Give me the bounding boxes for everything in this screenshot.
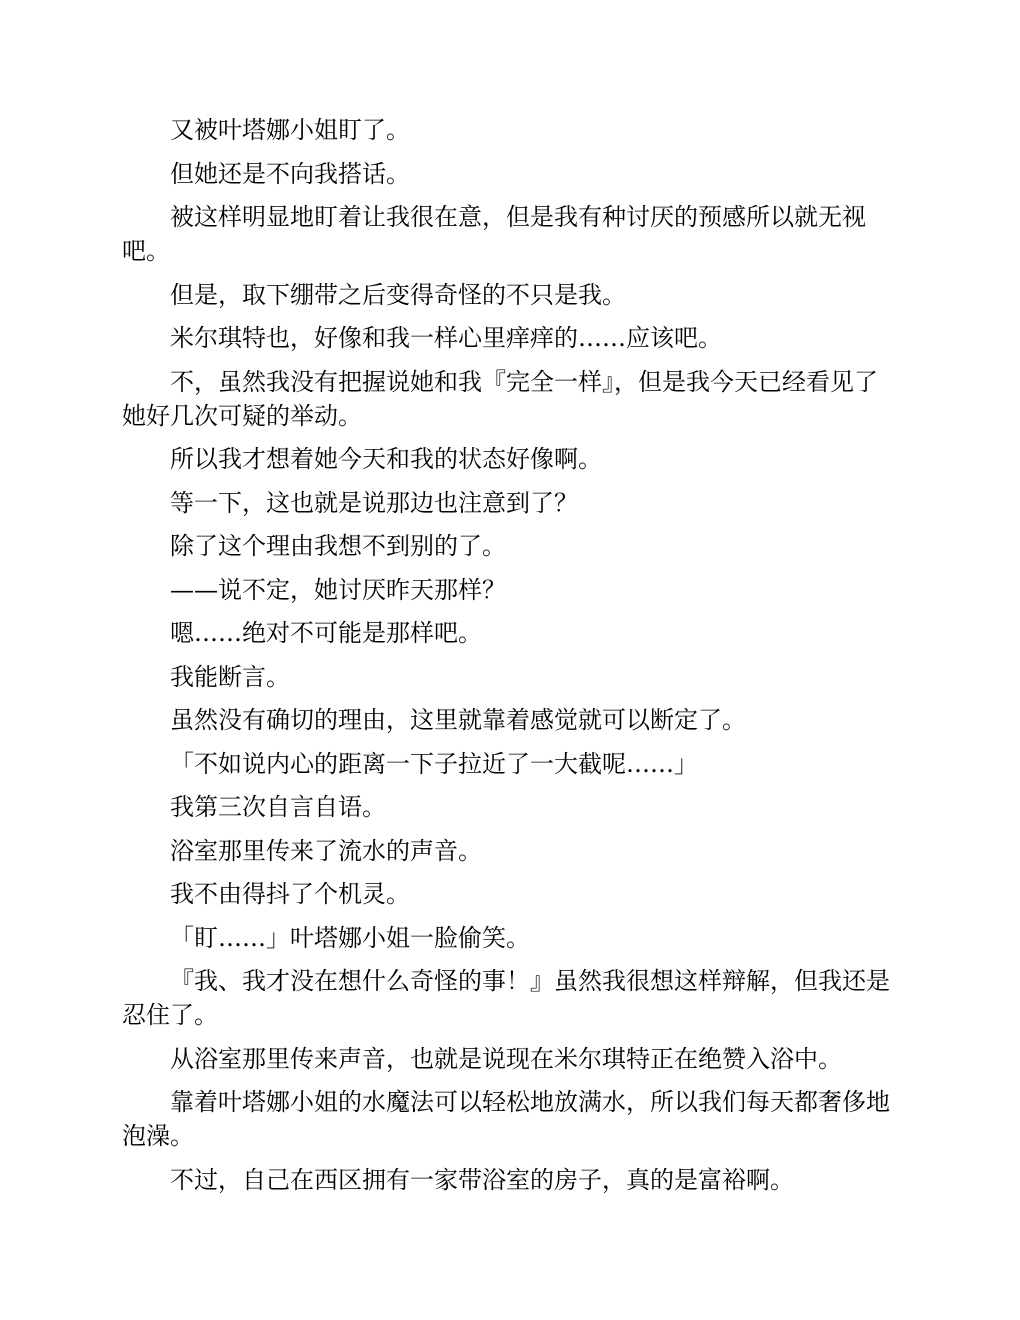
document-page [122, 113, 898, 1206]
paragraph: 被这样明显地盯着让我很在意，但是我有种讨厌的预感所以就无视吧。 [122, 203, 866, 265]
paragraph: 「盯……」叶塔娜小姐一脸偷笑。 [170, 923, 530, 952]
paragraph: 但是，取下绷带之后变得奇怪的不只是我。 [170, 280, 626, 309]
paragraph: 不过，自己在西区拥有一家带浴室的房子，真的是富裕啊。 [170, 1165, 794, 1194]
paragraph: 我第三次自言自语。 [170, 793, 386, 821]
paragraph: 我不由得抖了个机灵。 [170, 880, 410, 908]
paragraph: 但她还是不向我搭话。 [170, 159, 410, 188]
paragraph: 虽然没有确切的理由，这里就靠着感觉就可以断定了。 [170, 706, 746, 734]
paragraph: 不，虽然我没有把握说她和我『完全一样』，但是我今天已经看见了她好几次可疑的举动。 [122, 367, 878, 430]
paragraph: 所以我才想着她今天和我的状态好像啊。 [170, 445, 602, 473]
paragraph: 从浴室那里传来声音，也就是说现在米尔琪特正在绝赞入浴中。 [170, 1044, 842, 1073]
paragraph: 我能断言。 [170, 662, 290, 691]
paragraph: 除了这个理由我想不到别的了。 [170, 532, 506, 560]
paragraph: 等一下，这也就是说那边也注意到了？ [170, 488, 578, 517]
paragraph: 「不如说内心的距离一下子拉近了一大截呢……」 [170, 749, 698, 778]
paragraph: 靠着叶塔娜小姐的水魔法可以轻松地放满水，所以我们每天都奢侈地泡澡。 [122, 1088, 890, 1150]
paragraph: 『我、我才没在想什么奇怪的事！』虽然我很想这样辩解，但我还是忍住了。 [122, 967, 890, 1029]
paragraph: 米尔琪特也，好像和我一样心里痒痒的……应该吧。 [170, 324, 722, 352]
paragraph: 又被叶塔娜小姐盯了。 [170, 116, 410, 144]
paragraph: 浴室那里传来了流水的声音。 [170, 836, 482, 865]
paragraph: 嗯……绝对不可能是那样吧。 [170, 619, 482, 647]
paragraph: ——说不定，她讨厌昨天那样？ [170, 575, 506, 604]
